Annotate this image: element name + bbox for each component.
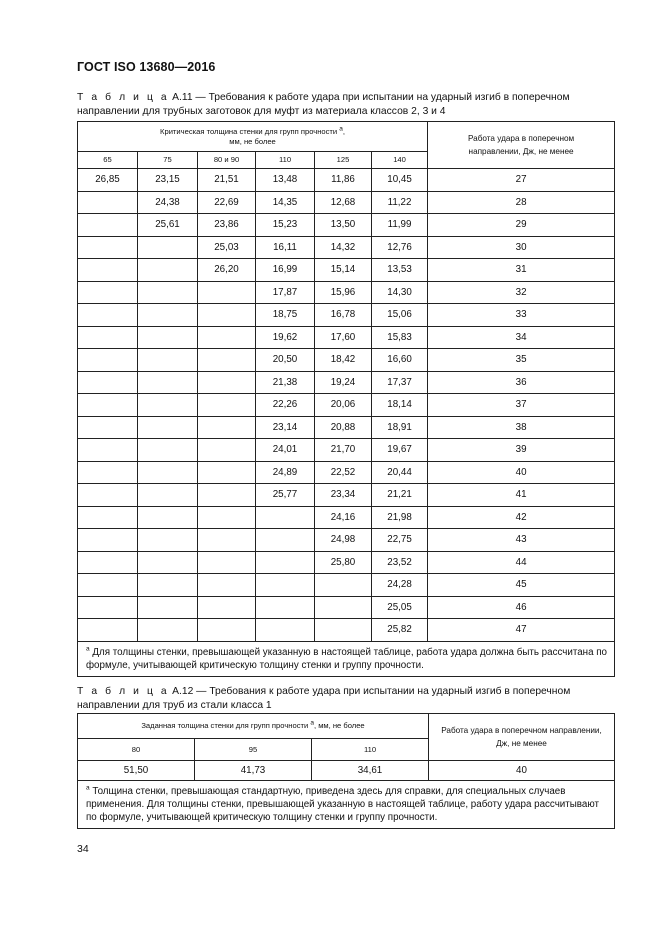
thickness-cell — [78, 574, 138, 597]
energy-cell: 47 — [428, 619, 615, 642]
energy-cell: 42 — [428, 506, 615, 529]
table-row — [78, 394, 615, 417]
thickness-cell: 14,32 — [315, 236, 372, 259]
thickness-cell — [78, 371, 138, 394]
energy-cell: 28 — [428, 191, 615, 214]
thickness-cell — [78, 191, 138, 214]
energy-cell: 40 — [429, 761, 615, 781]
thickness-cell — [138, 551, 198, 574]
table1-column-header: 75 — [138, 152, 198, 169]
energy-cell: 37 — [428, 394, 615, 417]
table2-caption-prefix: Т а б л и ц а — [77, 686, 170, 697]
thickness-cell: 24,16 — [315, 506, 372, 529]
table-row — [78, 484, 615, 507]
thickness-cell: 23,15 — [138, 169, 198, 192]
energy-cell: 40 — [428, 461, 615, 484]
thickness-cell: 24,89 — [256, 461, 315, 484]
table1-caption-text: А.11 — Требования к работе удара при испытании на ударный изгиб в поперечном направлении для трубных заготовок для муфт из материала классов 2, 3 и 4 — [77, 92, 570, 117]
thickness-cell: 51,50 — [78, 761, 195, 781]
thickness-cell: 18,42 — [315, 349, 372, 372]
table-row — [78, 416, 615, 439]
thickness-cell: 19,67 — [372, 439, 428, 462]
thickness-cell: 16,11 — [256, 236, 315, 259]
thickness-cell — [138, 326, 198, 349]
thickness-cell: 23,14 — [256, 416, 315, 439]
thickness-cell: 15,14 — [315, 259, 372, 282]
table-row — [78, 506, 615, 529]
thickness-cell: 15,06 — [372, 304, 428, 327]
table-row — [78, 461, 615, 484]
thickness-cell: 34,61 — [312, 761, 429, 781]
table1-caption — [77, 91, 617, 119]
table2-column-header: 80 — [78, 739, 195, 761]
thickness-cell — [78, 529, 138, 552]
thickness-cell: 41,73 — [195, 761, 312, 781]
thickness-cell — [78, 484, 138, 507]
thickness-cell — [138, 461, 198, 484]
thickness-cell — [138, 484, 198, 507]
thickness-cell: 25,61 — [138, 214, 198, 237]
thickness-cell: 26,85 — [78, 169, 138, 192]
thickness-cell — [138, 416, 198, 439]
thickness-cell: 25,03 — [198, 236, 256, 259]
thickness-cell — [198, 596, 256, 619]
thickness-cell — [198, 529, 256, 552]
thickness-cell — [78, 214, 138, 237]
thickness-cell: 12,68 — [315, 191, 372, 214]
thickness-cell: 23,86 — [198, 214, 256, 237]
thickness-cell — [315, 574, 372, 597]
thickness-cell: 13,53 — [372, 259, 428, 282]
thickness-cell — [198, 304, 256, 327]
energy-cell: 44 — [428, 551, 615, 574]
thickness-cell — [138, 349, 198, 372]
table-row — [78, 326, 615, 349]
energy-cell: 34 — [428, 326, 615, 349]
thickness-cell: 19,24 — [315, 371, 372, 394]
thickness-cell: 17,87 — [256, 281, 315, 304]
table1-energy-header: Работа удара в поперечном направлении, Дж, не менее — [428, 122, 615, 169]
thickness-cell: 19,62 — [256, 326, 315, 349]
thickness-cell: 15,96 — [315, 281, 372, 304]
thickness-cell: 20,44 — [372, 461, 428, 484]
thickness-cell: 22,75 — [372, 529, 428, 552]
energy-cell: 39 — [428, 439, 615, 462]
thickness-cell — [198, 394, 256, 417]
table2-caption-text: А.12 — Требования к работе удара при испытании на ударный изгиб в поперечном направлении для труб из стали класса 1 — [77, 686, 571, 711]
thickness-cell — [138, 574, 198, 597]
table2-column-header: 95 — [195, 739, 312, 761]
energy-cell: 33 — [428, 304, 615, 327]
thickness-cell — [78, 619, 138, 642]
thickness-cell — [315, 596, 372, 619]
thickness-cell — [138, 304, 198, 327]
table-row — [78, 551, 615, 574]
document-header: ГОСТ ISO 13680—2016 — [77, 60, 216, 74]
thickness-cell: 18,75 — [256, 304, 315, 327]
thickness-cell — [78, 461, 138, 484]
thickness-cell — [198, 349, 256, 372]
thickness-cell: 25,80 — [315, 551, 372, 574]
energy-cell: 31 — [428, 259, 615, 282]
thickness-cell: 23,34 — [315, 484, 372, 507]
table-row — [78, 236, 615, 259]
thickness-cell — [78, 394, 138, 417]
thickness-cell: 11,86 — [315, 169, 372, 192]
thickness-cell: 12,76 — [372, 236, 428, 259]
thickness-cell — [315, 619, 372, 642]
thickness-cell — [198, 281, 256, 304]
thickness-cell: 24,98 — [315, 529, 372, 552]
energy-cell: 27 — [428, 169, 615, 192]
thickness-cell: 15,83 — [372, 326, 428, 349]
thickness-cell — [256, 574, 315, 597]
thickness-cell: 22,26 — [256, 394, 315, 417]
thickness-cell: 11,99 — [372, 214, 428, 237]
thickness-cell: 24,38 — [138, 191, 198, 214]
thickness-cell: 20,88 — [315, 416, 372, 439]
thickness-cell: 21,51 — [198, 169, 256, 192]
thickness-cell — [198, 574, 256, 597]
thickness-cell: 14,30 — [372, 281, 428, 304]
thickness-cell — [78, 551, 138, 574]
table1-column-header: 140 — [372, 152, 428, 169]
thickness-cell: 17,37 — [372, 371, 428, 394]
thickness-cell — [198, 506, 256, 529]
table-row — [78, 169, 615, 192]
table1-footnote: $^a$ Для толщины стенки, превышающей указанную в настоящей таблице, работа удара должна быть рассчитана по формуле, учитывающей критическую толщину стенки и группу прочности. — [78, 641, 615, 676]
table1-group-header: Критическая толщина стенки для групп прочности a, мм, не более — [78, 122, 428, 152]
thickness-cell — [78, 439, 138, 462]
page-number: 34 — [77, 843, 89, 855]
thickness-cell: 24,28 — [372, 574, 428, 597]
energy-cell: 30 — [428, 236, 615, 259]
energy-cell: 38 — [428, 416, 615, 439]
thickness-cell — [138, 529, 198, 552]
energy-cell: 32 — [428, 281, 615, 304]
thickness-cell — [78, 304, 138, 327]
thickness-cell: 21,70 — [315, 439, 372, 462]
table-row — [78, 191, 615, 214]
energy-cell: 41 — [428, 484, 615, 507]
table-row — [78, 439, 615, 462]
table-row — [78, 371, 615, 394]
table-row — [78, 574, 615, 597]
table-row — [78, 304, 615, 327]
thickness-cell — [138, 506, 198, 529]
table2-group-header: Заданная толщина стенки для групп прочности a, мм, не более — [78, 714, 429, 739]
thickness-cell: 21,21 — [372, 484, 428, 507]
thickness-cell — [256, 506, 315, 529]
thickness-cell: 14,35 — [256, 191, 315, 214]
table2-row — [78, 761, 615, 781]
table-row — [78, 596, 615, 619]
thickness-cell: 20,50 — [256, 349, 315, 372]
thickness-cell: 15,23 — [256, 214, 315, 237]
thickness-cell — [256, 551, 315, 574]
thickness-cell — [198, 416, 256, 439]
thickness-cell — [198, 439, 256, 462]
thickness-cell — [78, 281, 138, 304]
thickness-cell — [78, 349, 138, 372]
table1-column-header: 80 и 90 — [198, 152, 256, 169]
thickness-cell: 17,60 — [315, 326, 372, 349]
thickness-cell — [198, 484, 256, 507]
thickness-cell — [256, 619, 315, 642]
thickness-cell — [198, 461, 256, 484]
table2-column-header: 110 — [312, 739, 429, 761]
thickness-cell: 16,99 — [256, 259, 315, 282]
thickness-cell — [138, 259, 198, 282]
thickness-cell: 25,05 — [372, 596, 428, 619]
impact-energy-table-a11 — [77, 121, 615, 677]
thickness-cell: 25,82 — [372, 619, 428, 642]
thickness-cell — [78, 259, 138, 282]
table1-column-header: 125 — [315, 152, 372, 169]
thickness-cell — [198, 619, 256, 642]
thickness-cell: 22,52 — [315, 461, 372, 484]
thickness-cell: 13,50 — [315, 214, 372, 237]
thickness-cell: 11,22 — [372, 191, 428, 214]
thickness-cell: 18,91 — [372, 416, 428, 439]
energy-cell: 46 — [428, 596, 615, 619]
thickness-cell — [256, 596, 315, 619]
thickness-cell — [78, 326, 138, 349]
table-row — [78, 214, 615, 237]
table-row — [78, 349, 615, 372]
thickness-cell: 23,52 — [372, 551, 428, 574]
table2-energy-header: Работа удара в поперечном направлении, Дж, не менее — [429, 714, 615, 761]
thickness-cell: 16,60 — [372, 349, 428, 372]
table-row — [78, 281, 615, 304]
thickness-cell — [256, 529, 315, 552]
thickness-cell — [138, 236, 198, 259]
table-row — [78, 259, 615, 282]
thickness-cell: 21,38 — [256, 371, 315, 394]
thickness-cell: 13,48 — [256, 169, 315, 192]
energy-cell: 35 — [428, 349, 615, 372]
thickness-cell: 20,06 — [315, 394, 372, 417]
thickness-cell: 22,69 — [198, 191, 256, 214]
energy-cell: 36 — [428, 371, 615, 394]
thickness-cell — [138, 281, 198, 304]
thickness-cell — [138, 596, 198, 619]
thickness-cell: 18,14 — [372, 394, 428, 417]
thickness-cell: 21,98 — [372, 506, 428, 529]
thickness-cell — [198, 371, 256, 394]
table1-column-header: 110 — [256, 152, 315, 169]
thickness-cell — [138, 439, 198, 462]
impact-energy-table-a12 — [77, 713, 615, 829]
thickness-cell — [138, 371, 198, 394]
thickness-cell: 24,01 — [256, 439, 315, 462]
thickness-cell — [138, 394, 198, 417]
table1-body — [78, 169, 615, 642]
energy-cell: 43 — [428, 529, 615, 552]
table1-column-header: 65 — [78, 152, 138, 169]
thickness-cell — [198, 551, 256, 574]
thickness-cell — [78, 506, 138, 529]
energy-cell: 45 — [428, 574, 615, 597]
thickness-cell: 10,45 — [372, 169, 428, 192]
thickness-cell — [78, 416, 138, 439]
thickness-cell — [138, 619, 198, 642]
thickness-cell — [78, 236, 138, 259]
thickness-cell — [78, 596, 138, 619]
thickness-cell — [198, 326, 256, 349]
thickness-cell: 16,78 — [315, 304, 372, 327]
table2-footnote: $^a$ Толщина стенки, превышающая стандартную, приведена здесь для справки, для специальных случаев применения. Для толщины стенки, превышающей указанную в настоящей таблице, работу удара рассчитывают по формуле, учитывающей критическую толщину стенки и группу прочности. — [78, 781, 615, 829]
energy-cell: 29 — [428, 214, 615, 237]
table1-caption-prefix: Т а б л и ц а — [77, 92, 170, 103]
table-row — [78, 619, 615, 642]
thickness-cell: 26,20 — [198, 259, 256, 282]
table-row — [78, 529, 615, 552]
thickness-cell: 25,77 — [256, 484, 315, 507]
table2-caption — [77, 685, 617, 713]
